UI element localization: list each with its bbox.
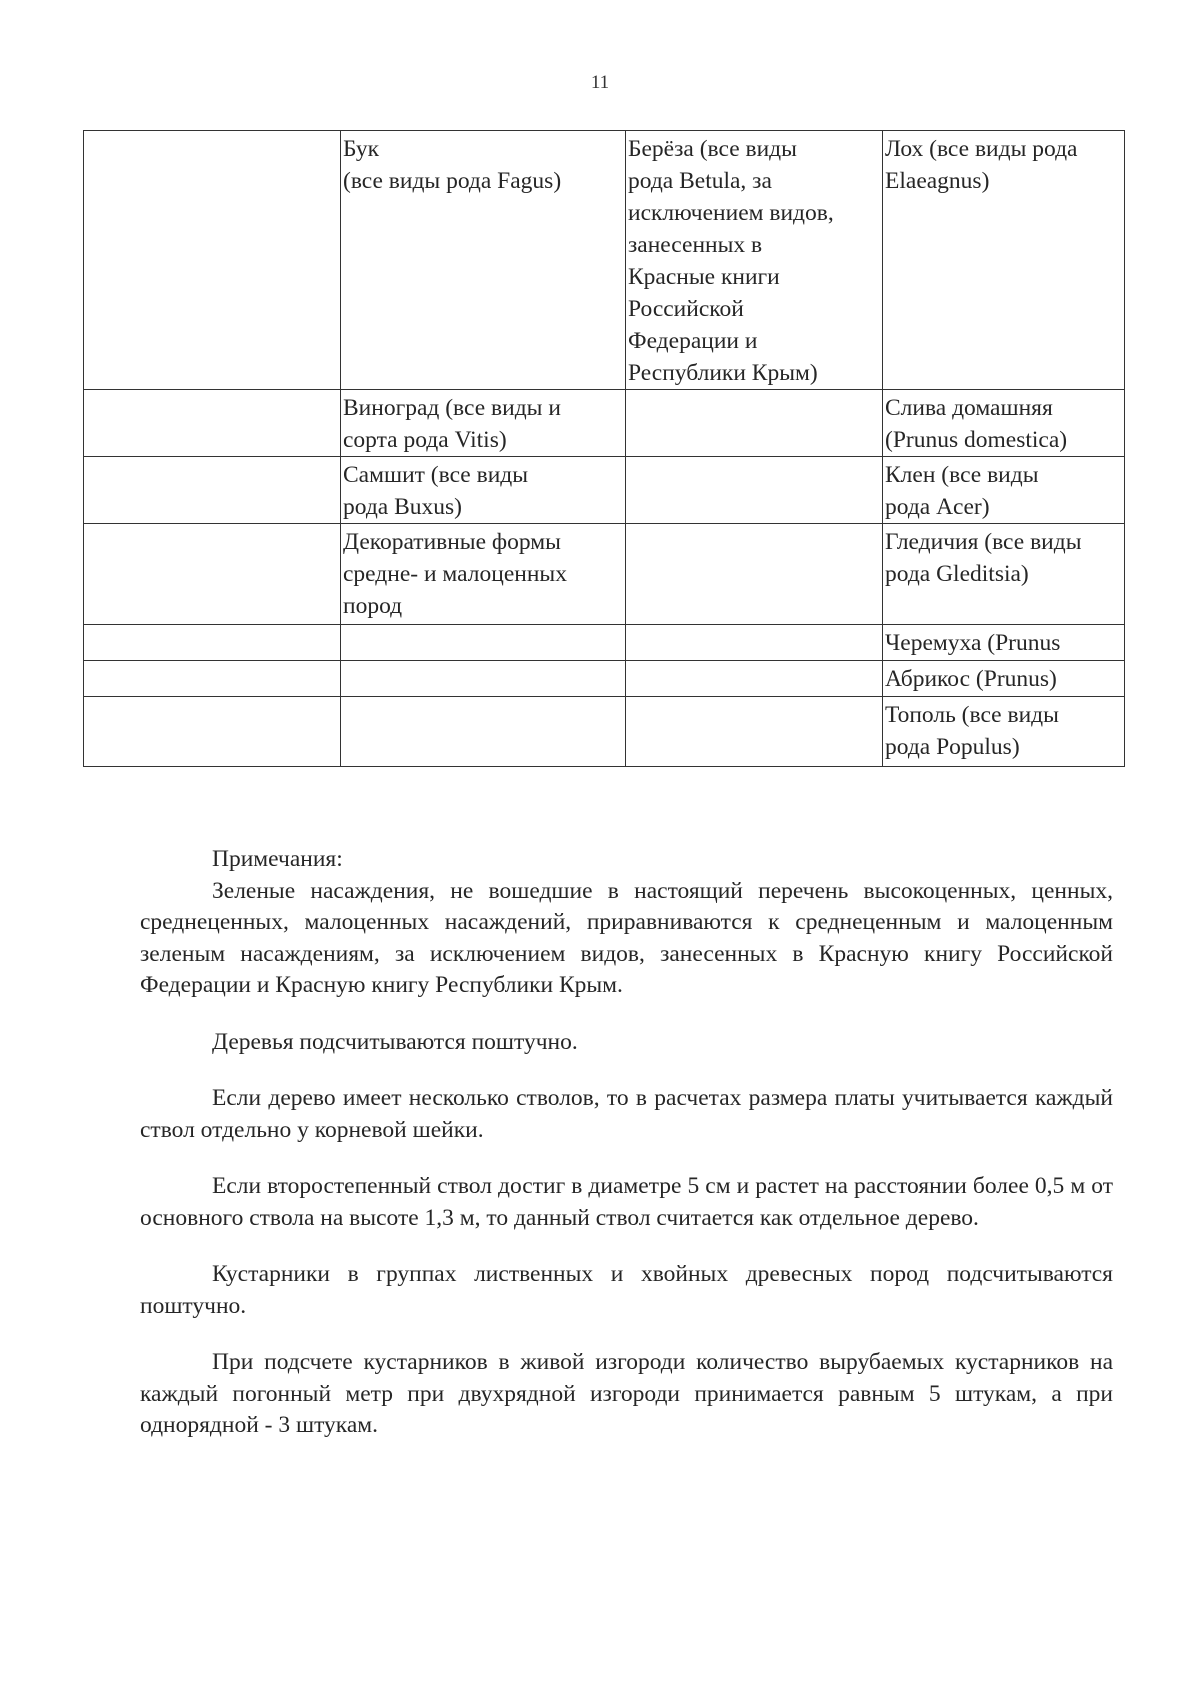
table-cell [626, 131, 883, 390]
table-row [84, 390, 1125, 457]
table-cell [341, 661, 626, 697]
table-row [84, 457, 1125, 524]
table-cell [626, 661, 883, 697]
table-cell [341, 457, 626, 524]
table-cell [883, 457, 1125, 524]
table-row [84, 524, 1125, 625]
table-cell [84, 390, 341, 457]
table-cell [626, 457, 883, 524]
notes-paragraph: Деревья подсчитываются поштучно. [212, 1028, 578, 1055]
cell-text: Самшит (все виды рода Buxus) [343, 462, 529, 520]
cell-text: Слива домашняя (Prunus domestica) [885, 395, 1068, 453]
table-cell [883, 390, 1125, 457]
cell-text: Черемуха (Prunus [885, 630, 1061, 656]
cell-text: Абрикос (Prunus) [885, 666, 1057, 692]
cell-text: Декоративные формы средне- и малоценных пород [343, 529, 567, 619]
cell-text: Бук (все виды рода Fagus) [343, 136, 562, 194]
notes-paragraph: Если второстепенный ствол достиг в диаметре 5 см и растет на расстоянии более 0,5 м от основного ствола на высоте 1,3 м, то данный ствол считается как отдельное дерево. [140, 1173, 1113, 1231]
cell-text: Гледичия (все виды рода Gleditsia) [885, 529, 1082, 587]
cell-text: Виноград (все виды и сорта рода Vitis) [343, 395, 561, 453]
page-number: 11 [590, 72, 610, 93]
table-row [84, 131, 1125, 390]
table-cell [626, 390, 883, 457]
notes-paragraph: Если дерево имеет несколько стволов, то в расчетах размера платы учитывается каждый ствол отдельно у корневой шейки. [140, 1085, 1113, 1143]
table-cell [626, 625, 883, 661]
cell-text: Клен (все виды рода Acer) [885, 462, 1039, 520]
table-cell [84, 625, 341, 661]
notes-paragraph: Кустарники в группах лиственных и хвойных древесных пород подсчитываются поштучно. [140, 1261, 1113, 1319]
table-cell [84, 457, 341, 524]
table-cell [883, 524, 1125, 625]
table-cell [883, 697, 1125, 767]
table-cell [341, 524, 626, 625]
notes-paragraph: При подсчете кустарников в живой изгороди количество вырубаемых кустарников на каждый погонный метр при двухрядной изгороди принимается равным 5 штукам, а при однорядной - 3 штукам. [140, 1349, 1113, 1438]
table-cell [84, 661, 341, 697]
table-cell [626, 524, 883, 625]
table-cell [883, 131, 1125, 390]
table-cell [883, 661, 1125, 697]
cell-text: Лох (все виды рода Elaeagnus) [885, 136, 1078, 194]
notes-section [140, 844, 1113, 1442]
table-cell [84, 524, 341, 625]
table-cell [341, 131, 626, 390]
table-row [84, 661, 1125, 697]
table-cell [341, 625, 626, 661]
notes-heading: Примечания: [212, 846, 343, 872]
table-cell [341, 697, 626, 767]
cell-text: Берёза (все виды рода Betula, за исключением видов, занесенных в Красные книги Российской Федерации и Республики Крым) [628, 136, 834, 386]
table-cell [341, 390, 626, 457]
table-row [84, 697, 1125, 767]
table-cell [626, 697, 883, 767]
table-row [84, 625, 1125, 661]
table-cell [84, 697, 341, 767]
cell-text: Тополь (все виды рода Populus) [885, 702, 1059, 760]
species-table [83, 130, 1125, 767]
table-cell [883, 625, 1125, 661]
table-cell [84, 131, 341, 390]
notes-paragraph: Зеленые насаждения, не вошедшие в настоящий перечень высокоценных, ценных, среднеценных, малоценных насаждений, приравниваются к среднеценным и малоценным зеленым насаждениям, за исключением видов, занесенных в Красную книгу Российской Федерации и Красную книгу Республики Крым. [140, 877, 1113, 998]
